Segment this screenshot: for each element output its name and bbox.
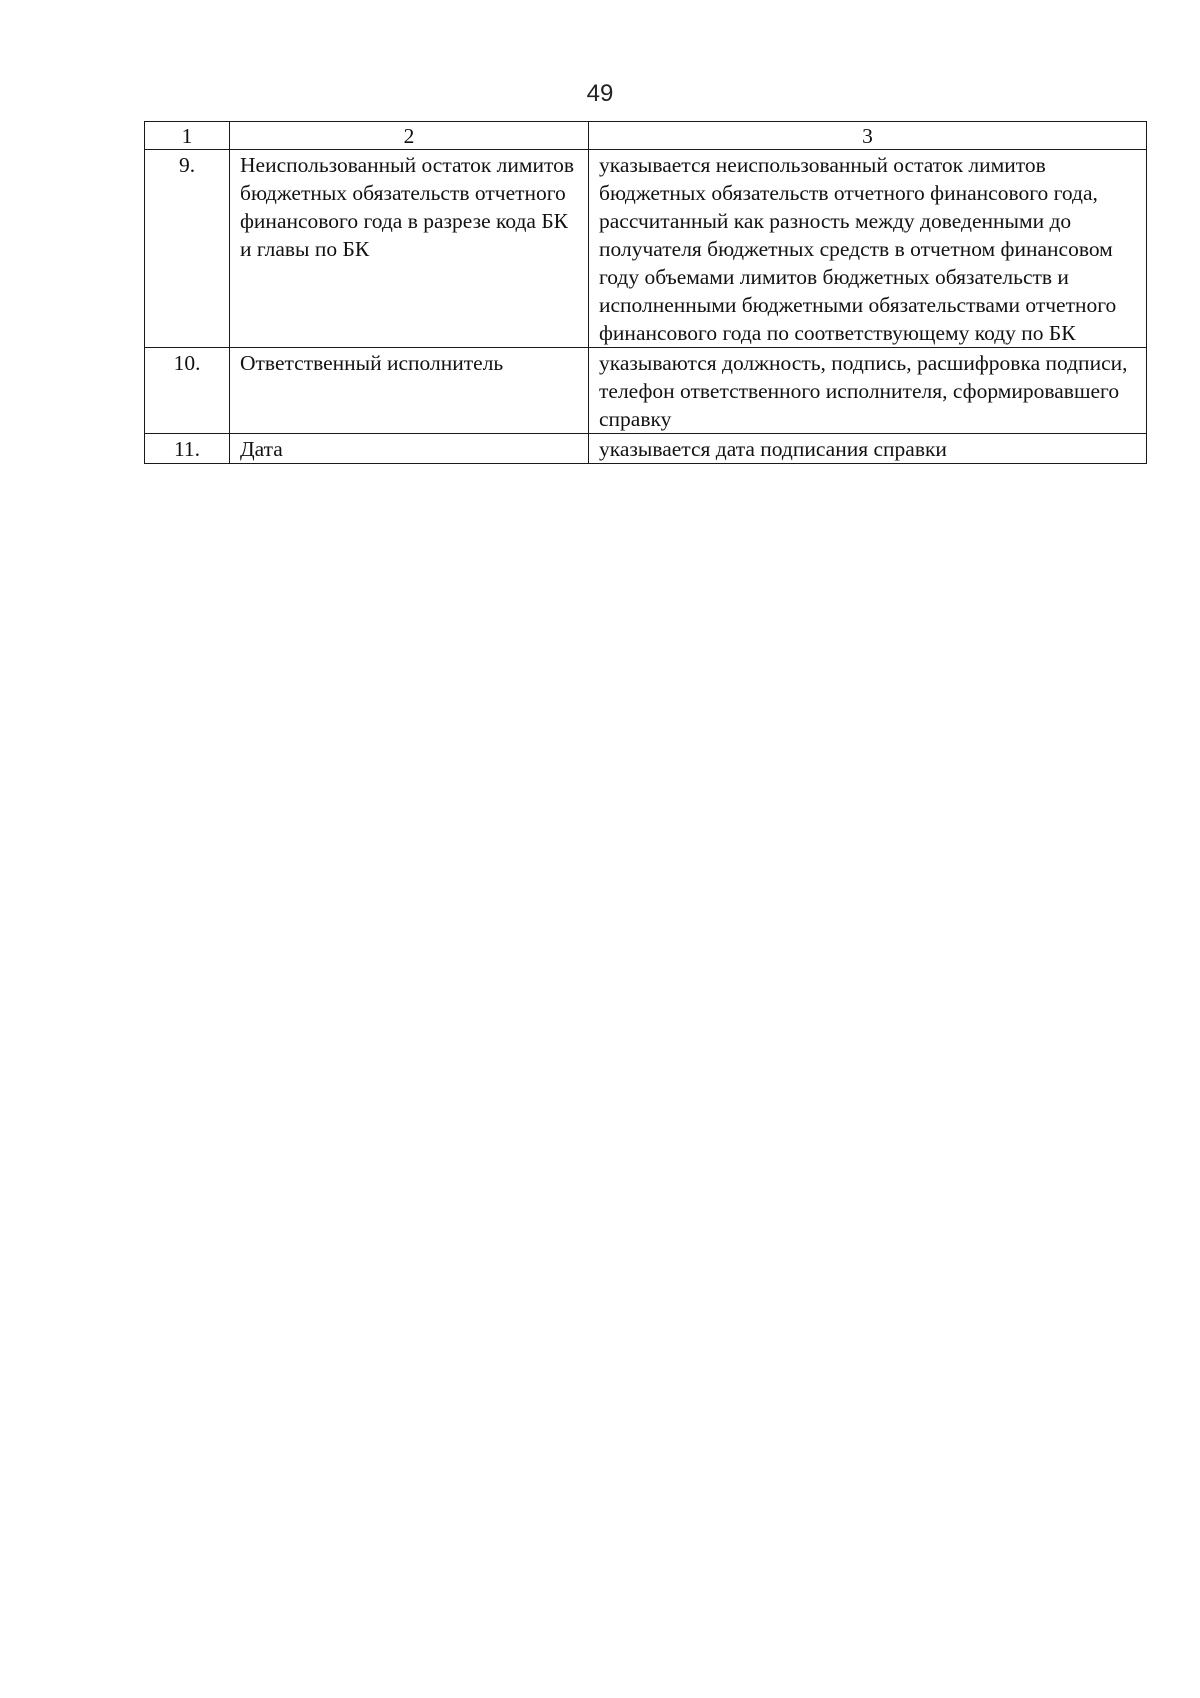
row-field-name: Неиспользованный остаток лимитов бюджетных обязательств отчетного финансового года в разрезе кода БК и главы по БК (230, 150, 589, 348)
column-header-3: 3 (589, 122, 1147, 150)
page-number: 49 (586, 80, 614, 107)
table-header-row (145, 122, 1147, 150)
document-table (144, 121, 1147, 464)
row-number: 10. (145, 348, 230, 434)
table-row (145, 434, 1147, 464)
table-row (145, 150, 1147, 348)
table-row (145, 348, 1147, 434)
row-field-name: Ответственный исполнитель (230, 348, 589, 434)
row-number: 9. (145, 150, 230, 348)
column-header-1: 1 (145, 122, 230, 150)
row-field-description: указываются должность, подпись, расшифровка подписи, телефон ответственного исполнителя, сформировавшего справку (589, 348, 1147, 434)
row-field-name: Дата (230, 434, 589, 464)
row-field-description: указывается неиспользованный остаток лимитов бюджетных обязательств отчетного финансового года, рассчитанный как разность между доведенными до получателя бюджетных средств в отчетном финансовом году объемами лимитов бюджетных обязательств и исполненными бюджетными обязательствами отчетного финансового года по соответствующему коду по БК (589, 150, 1147, 348)
column-header-2: 2 (230, 122, 589, 150)
row-number: 11. (145, 434, 230, 464)
row-field-description: указывается дата подписания справки (589, 434, 1147, 464)
